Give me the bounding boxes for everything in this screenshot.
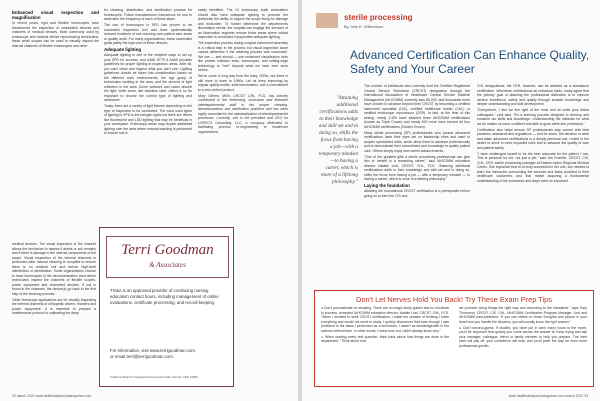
paragraph: easily identified. The GI endoscopy audit workstation should also have adequate lighting to promote the technician the ability to inspect the scope fixing for damage and bioburden. To further determine the department's illumination needs, the hospital can engage the services of an illumination engineer ensure those areas where critical inspection is conducted incorporates adequate lighting. xyxy=(198,8,288,39)
terri-goodman-ad[interactable] xyxy=(99,227,234,387)
left-column-2 xyxy=(104,8,192,137)
paragraph: medical devices. The visual inspection of the channel allows the technician to assess if debris or soil remains and if there is damage to the internal components of the scope. Visual inspection of the internal channels is performed after manual cleaning is complete to ensure there is no residual soil and before high-level disinfection or sterilization. Some organizations choose to have borescopes in the decontamination area where technicians inspect the channels of flexible scopes, power equipment and channeled devices. If soil is found in the channels, the device(s) go back to the first step of the cleaning process. xyxy=(12,242,96,296)
ad-brand-name: Terri Goodman xyxy=(121,242,214,258)
exam-tips-sidebar xyxy=(314,290,594,387)
section-kicker: sterile processing xyxy=(344,13,413,22)
page-folio-left: 32 march 2021 www.healthcarepurchasingnews.com xyxy=(12,394,92,398)
left-page xyxy=(0,0,298,401)
tip-item: ● Don't procrastinate on studying. There are no magic study guides and no shortcuts to success, reminded IAHCSMM education director, Natalie Lind, CRCST, CHL, FCS. "When I decided to seek CRCST certification, I made the mistake of thinking I knew everything and would not need to study. I quickly discovered that even though I was proficient in the tasks I performed as a technician, I wasn't as knowledgeable in the science behind them. In other words, I knew how, but I didn't always know why." xyxy=(321,306,449,333)
paragraph: for cleaning, disinfection, and sterilization process for borescopes. Follow manufacturers instructions for use to determine the frequency of each of these steps. xyxy=(104,8,192,21)
pull-quote: "Attaining additional certifications adds to their knowledge and skill set and in doing so, shifts the focus from having a job—with a temporary mindset—to having a career, which is more of a lifelong philosophy." xyxy=(318,95,358,185)
bullet-icon: ● xyxy=(459,325,464,330)
bullet-icon: ● xyxy=(321,334,325,339)
sidebar-title: Don't Let Nerves Hold You Back! Try These Exam Prep Tips xyxy=(356,295,552,304)
paragraph: "I have challenged myself to be the best advocate for the patient I can. This is personal for me, not just a job," said Jen Franklin, CRCST, CIS, CHL, CER, sterile processing manager at Eastern Idaho Regional Medical Center. She explained that to be truly successful in her role, she needed to learn the intricacies surrounding the services and tasks provided to their healthcare customers, and that meant acquiring a fundamental understanding of the processes and steps were so important. xyxy=(477,151,589,183)
paragraph: Adequate lighting is one of the simplest ways to set up your SPD for success, and AAMI ST79 & AAMI provides guidelines for proper lighting in inspection areas. After all, you can't clean and inspect what you can't see. Lighting guidelines should be taken into consideration based on the different work environments, the age group of technicians working in the area, and the amount of light reflection in the area. Some surfaces and colors absorb the light, while some, like stainless steel, reflect it, so it's important to choose the correct type of lighting and luminance. xyxy=(104,53,192,103)
paragraph: "Everywhere, I feel we live right of the most and all while your fellow colleagues," Lind said. "It's a learning process designed to develop and enhance our skills and knowledge. Understanding the rationale for what we do makes us more confident and able to grow within the profession." xyxy=(477,108,589,126)
tip-item: ● Don't second-guess. If studied, you have put in work many hours to the exam, you'll be surprised how quickly you come across the answer is. Keep trying and ask your manager, colleague, friend or family member to help you prepare. The hard work will pay off, your confidence will soar, and you'll pave the way for even more professional growth. xyxy=(459,325,587,348)
article-headline: Advanced Certification Can Enhance Quality, Safety and Your Career xyxy=(350,48,590,76)
left-column-3 xyxy=(198,8,288,136)
page-folio-right: www.healthcarepurchasingnews.com march 2021 33 xyxy=(508,394,588,398)
sidebar-column-1 xyxy=(321,306,449,345)
left-column-1 xyxy=(12,10,99,50)
right-page xyxy=(302,0,600,401)
author-bio: Mary Olivera, MSN, CRCST, CHL, FCS, has actively contributed in the reinforcing, curriculum and intensive interdepartmental staff in the proper cleaning, decontamination and sterilization practices and has been highly committed to the standardization of interdepartmental processes. Currently, she is the president and CEO for OSPECS Consulting, LLC, a company dedicated to facilitating process re-engineering in healthcare organizations. xyxy=(198,93,288,134)
paragraph: CHL designations; the CER, however, can be attained as a standalone certification. Whichever certifications an individual holds, many agree that the primary goal of attaining the professional distinction is to improve service excellence, safety and quality through broader knowledge and deeper understanding and skill development. xyxy=(477,84,589,106)
section-heading-visual-inspection: Enhanced visual inspection and magnification xyxy=(12,10,99,21)
ad-contact xyxy=(110,348,225,360)
author-photo xyxy=(316,13,338,28)
paragraph: Other borescope applications are for visually inspecting the internal channels of orthopedic drivers, reamers and power equipment. It is essential to prepare a maintenance protocol to calibrating the deep xyxy=(12,297,96,315)
paragraph: "One of the greatest gifts a sterile processing professional can give him or herself is a rewarding career," said IAHCSMM education director Natalie Lind, CRCST, CHL, FCS. "Attaining additional certifications adds to their knowledge and skill set and in doing so, shifts the focus from having a job — with a temporary mindset — to having a career, which is more of a lifelong philosophy." xyxy=(364,154,470,181)
paragraph: Many sterile processing (SP) professionals who pursue advanced certifications have their eyes set on leadership roles and want to acquire specialized skills, which allow them to advance professionally and to demonstrate their commitment and knowledge to quality patient care. Others simply enjoy new career advancements. xyxy=(364,130,470,153)
ad-body-text: TG&A is an approved provider of continuing nursing education contact hours, including management of online evaluations, certificate processing, and record-keeping. xyxy=(110,288,219,305)
ad-brand-sub: & Associates xyxy=(149,261,186,269)
sidebar-column-2 xyxy=(459,306,587,350)
paragraph: The inspection process during surgical instrument assembly is a critical step in the process but visual inspection alone cannot determine if the cleaning process was successful. We can — and should — use enhanced visualization tools like protein indicator tests, borescopes, and cutting-edge technology to "see" beyond what we have ever seen before. xyxy=(198,41,288,72)
tip-item: we promote doing things the right way and according to the standards," says Tony Thurmond, CRCST, CIS, CHL, IAHCSMM Certification Program Manager. Lind and IAHCSMM past-president: "If you can reflect on those thoughts and picture in your head how you handle the situation, you will usually know the right answer." xyxy=(459,306,587,324)
paragraph: We've come a long way from the early 1900s, but there is still more to learn in 1990s. Let us keep improving by regular quality audits, solid benchmarks, and a commitment to a zero-defect product. xyxy=(198,74,288,92)
byline: By Julie E. Williamson xyxy=(344,24,384,29)
paragraph: Attaining the foundational CRCST certification is a prerequisite before going on to earn the CIS and xyxy=(364,189,470,198)
ad-logo-frame xyxy=(106,236,229,278)
section-heading-foundation: Laying the foundation xyxy=(364,183,410,188)
tip-item: ● When reading every test question, think back about how things are done in the department. "Think about how xyxy=(321,334,449,343)
section-heading-lighting: Adequate lighting xyxy=(104,47,142,52)
paragraph: Today, there are a variety of light fixtures depending on the type of inspection to be conducted. The most used types of lighting in SPD is the halogen lights but there are others like fluorescent and LED lighting that may be beneficial in your workspace. Endoscopy areas may require additional lighting over the area where manual washing is performed to ensure soil is xyxy=(104,104,192,136)
paragraph: The number of individuals who currently hold the Certified Registered Central Service Technician (CRCST) designation through the International Association of Healthcare Central Service Materiel Management (IAHCSMM) currently tops 86,000, and thousands more have chosen to advance beyond their CRCST by becoming a certified instrument specialist (CIS), certified healthcare leader (CHL) or certified endoscope reprocessor (CER). In fact, at the time of this writing, nearly 1,400 have attained three IAHCSMM certifications (known as Triple Crown) and nearly 500 more have earned all four IAHCSMM certifications (Golden Crown). xyxy=(364,84,470,129)
ad-contact-line[interactable]: For information, visit www.terrigoodman.com, xyxy=(110,348,196,353)
paragraph: The use of borescopes in SPD has proven to be successful inspection tool and have systematically reduced incidents of soil reaching user patient care areas or quality audit. For many organizations, these successful goals justify the high cost of these devices. xyxy=(104,23,192,45)
ad-footnote: California Board of Registered Nursing Provider Number CEP 10050 xyxy=(110,375,198,379)
paragraph: Certification also helps ensure SP professionals stay current with best practices, standards and regulations — and for some, the decision to seek and attain advanced certifications is a deeply personal one, rooted in the desire to serve in more impactful roles and to advance the quality of care and patient safety. xyxy=(477,127,589,150)
bullet-icon: ● xyxy=(321,306,325,310)
right-column-2 xyxy=(477,84,589,185)
paragraph: In recent years, rigid and flexible borescopes have transformed the inspection of cannulated devices and channels of medical devices. Most commonly used by endoscope and medical device reprocessing technicians, these small scopes can be used to visually inspect the internal channels of flexible endoscopes and other xyxy=(12,21,99,48)
ad-contact-line[interactable]: or email terri@terrigoodman.com. xyxy=(110,354,175,359)
right-column-1 xyxy=(364,84,470,200)
left-column-1-cont xyxy=(12,242,96,317)
